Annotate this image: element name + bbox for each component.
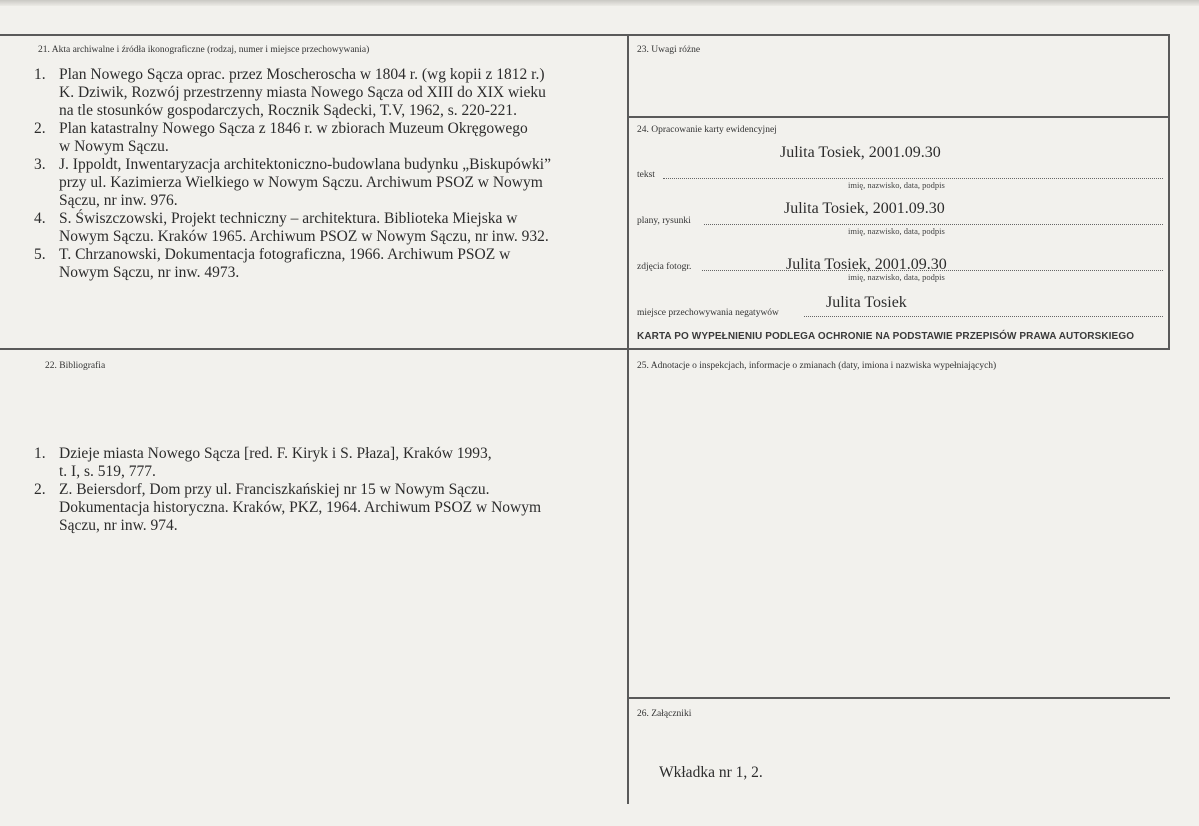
item-line: Dzieje miasta Nowego Sącza [red. F. Kiryk i S. Płaza], Kraków 1993, — [59, 445, 492, 462]
item-line: Nowym Sączu. Kraków 1965. Archiwum PSOZ w Nowym Sączu, nr inw. 932. — [59, 228, 549, 245]
item-line: Nowym Sączu, nr inw. 4973. — [59, 264, 240, 281]
section-24-label: 24. Opracowanie karty ewidencyjnej — [637, 125, 777, 135]
section-21-label: 21. Akta archiwalne i źródła ikonograficzne (rodzaj, numer i miejsce przechowywania) — [38, 45, 370, 55]
right-border-top — [1168, 34, 1170, 350]
negatywy-value: Julita Tosiek — [826, 294, 907, 311]
list-item — [34, 210, 614, 246]
item-line: Plan Nowego Sącza oprac. przez Moscheroscha w 1804 r. (wg kopii z 1812 r.) — [59, 66, 545, 83]
negatywy-label: miejsce przechowywania negatywów — [637, 308, 779, 318]
item-line: Dokumentacja historyczna. Kraków, PKZ, 1964. Archiwum PSOZ w Nowym — [59, 499, 542, 516]
item-number: 1. — [34, 445, 46, 462]
plany-caption: imię, nazwisko, data, podpis — [848, 226, 945, 236]
item-number: 2. — [34, 120, 46, 137]
item-line: Sączu, nr inw. 974. — [59, 517, 178, 534]
item-number: 1. — [34, 66, 46, 83]
middle-divider — [0, 348, 1170, 350]
list-item — [34, 481, 614, 535]
item-number: 2. — [34, 481, 46, 498]
plany-dotted-line — [704, 224, 1163, 225]
section-22-label: 22. Bibliografia — [45, 361, 106, 371]
bibliography-list — [34, 445, 614, 535]
attachments-value: Wkładka nr 1, 2. — [659, 764, 763, 781]
list-item — [34, 66, 614, 120]
zdjecia-value: Julita Tosiek, 2001.09.30 — [786, 256, 947, 273]
item-line: T. Chrzanowski, Dokumentacja fotograficzna, 1966. Archiwum PSOZ w — [59, 246, 511, 263]
item-number: 5. — [34, 246, 46, 263]
divider-23-24 — [627, 116, 1170, 118]
item-line: przy ul. Kazimierza Wielkiego w Nowym Sączu. Archiwum PSOZ w Nowym — [59, 174, 543, 191]
list-item — [34, 445, 614, 481]
item-line: S. Świszczowski, Projekt techniczny – architektura. Biblioteka Miejska w — [59, 210, 518, 227]
section-23-label: 23. Uwagi różne — [637, 45, 701, 55]
item-line: Sączu, nr inw. 976. — [59, 192, 178, 209]
archive-sources-list — [34, 66, 614, 282]
item-line: na tle stosunków gospodarczych, Rocznik Sądecki, T.V, 1962, s. 220-221. — [59, 102, 518, 119]
item-number: 4. — [34, 210, 46, 227]
list-item — [34, 246, 614, 282]
list-item — [34, 156, 614, 210]
item-line: J. Ippoldt, Inwentaryzacja architektoniczno-budowlana budynku „Biskupówki” — [59, 156, 551, 173]
section-25-label: 25. Adnotacje o inspekcjach, informacje o zmianach (daty, imiona i nazwiska wypełniających) — [637, 361, 997, 371]
top-edge — [0, 0, 1199, 6]
item-line: Z. Beiersdorf, Dom przy ul. Franciszkańskiej nr 15 w Nowym Sączu. — [59, 481, 490, 498]
top-border — [0, 34, 1170, 36]
item-number: 3. — [34, 156, 46, 173]
copyright-notice: KARTA PO WYPEŁNIENIU PODLEGA OCHRONIE NA PODSTAWIE PRZEPISÓW PRAWA AUTORSKIEGO — [637, 331, 1135, 342]
item-line: Plan katastralny Nowego Sącza z 1846 r. w zbiorach Muzeum Okręgowego — [59, 120, 528, 137]
section-26-label: 26. Załączniki — [637, 709, 692, 719]
tekst-label: tekst — [637, 170, 655, 180]
tekst-caption: imię, nazwisko, data, podpis — [848, 180, 945, 190]
item-line: K. Dziwik, Rozwój przestrzenny miasta Nowego Sącza od XIII do XIX wieku — [59, 84, 546, 101]
tekst-dotted-line — [663, 178, 1163, 179]
tekst-value: Julita Tosiek, 2001.09.30 — [780, 144, 941, 161]
negatywy-dotted-line — [804, 316, 1163, 317]
plany-label: plany, rysunki — [637, 216, 691, 226]
item-line: t. I, s. 519, 777. — [59, 463, 156, 480]
list-item — [34, 120, 614, 156]
zdjecia-dotted-line — [702, 270, 1163, 271]
item-line: w Nowym Sączu. — [59, 138, 169, 155]
plany-value: Julita Tosiek, 2001.09.30 — [784, 200, 945, 217]
zdjecia-label: zdjęcia fotogr. — [637, 262, 692, 272]
center-divider — [627, 34, 629, 804]
divider-25-26 — [627, 697, 1170, 699]
zdjecia-caption: imię, nazwisko, data, podpis — [848, 272, 945, 282]
